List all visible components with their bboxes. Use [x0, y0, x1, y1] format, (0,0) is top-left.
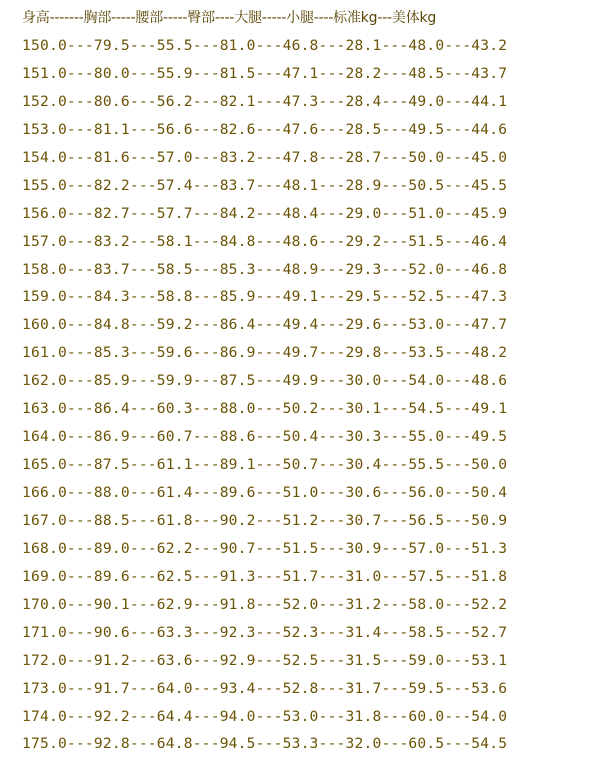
table-row: 175.0---92.8---64.8---94.5---53.3---32.0---60.5---54.5 — [22, 735, 508, 753]
table-row: 165.0---87.5---61.1---89.1---50.7---30.4---55.5---50.0 — [22, 456, 508, 474]
table-row: 164.0---86.9---60.7---88.6---50.4---30.3---55.0---49.5 — [22, 428, 508, 446]
table-row: 153.0---81.1---56.6---82.6---47.6---28.5---49.5---44.6 — [22, 120, 508, 138]
table-row: 151.0---80.0---55.9---81.5---47.1---28.2---48.5---43.7 — [22, 64, 508, 82]
table-row: 166.0---88.0---61.4---89.6---51.0---30.6---56.0---50.4 — [22, 484, 508, 501]
table-row: 150.0---79.5---55.5---81.0---46.8---28.1---48.0---43.2 — [22, 37, 508, 54]
table-header: 身高-------胸部-----腰部-----臀部----大腿-----小腿----标准kg---美体kg — [22, 10, 437, 26]
table-row: 171.0---90.6---63.3---92.3---52.3---31.4---58.5---52.7 — [22, 623, 508, 641]
table-row: 155.0---82.2---57.4---83.7---48.1---28.9---50.5---45.5 — [22, 176, 508, 194]
table-row: 172.0---91.2---63.6---92.9---52.5---31.5---59.0---53.1 — [22, 651, 508, 669]
table-row: 160.0---84.8---59.2---86.4---49.4---29.6---53.0---47.7 — [22, 316, 508, 334]
table-row: 152.0---80.6---56.2---82.1---47.3---28.4---49.0---44.1 — [22, 92, 508, 110]
table-row: 169.0---89.6---62.5---91.3---51.7---31.0---57.5---51.8 — [22, 567, 508, 585]
table-row: 159.0---84.3---58.8---85.9---49.1---29.5---52.5---47.3 — [22, 288, 508, 306]
table-row: 173.0---91.7---64.0---93.4---52.8---31.7---59.5---53.6 — [22, 679, 508, 697]
table-row: 170.0---90.1---62.9---91.8---52.0---31.2---58.0---52.2 — [22, 595, 508, 613]
table-row: 158.0---83.7---58.5---85.3---48.9---29.3---52.0---46.8 — [22, 260, 508, 278]
table-row: 174.0---92.2---64.4---94.0---53.0---31.8---60.0---54.0 — [22, 707, 508, 725]
table-row: 163.0---86.4---60.3---88.0---50.2---30.1---54.5---49.1 — [22, 400, 508, 418]
table-row: 156.0---82.7---57.7---84.2---48.4---29.0---51.0---45.9 — [22, 204, 508, 222]
table-body — [22, 32, 590, 758]
table-row: 168.0---89.0---62.2---90.7---51.5---30.9---57.0---51.3 — [22, 539, 508, 557]
table-row: 157.0---83.2---58.1---84.8---48.6---29.2---51.5---46.4 — [22, 232, 508, 250]
table-row: 167.0---88.5---61.8---90.2---51.2---30.7---56.5---50.9 — [22, 511, 508, 529]
table-row: 154.0---81.6---57.0---83.2---47.8---28.7---50.0---45.0 — [22, 148, 508, 166]
table-row: 162.0---85.9---59.9---87.5---49.9---30.0---54.0---48.6 — [22, 372, 508, 390]
table-row: 161.0---85.3---59.6---86.9---49.7---29.8---53.5---48.2 — [22, 344, 508, 362]
